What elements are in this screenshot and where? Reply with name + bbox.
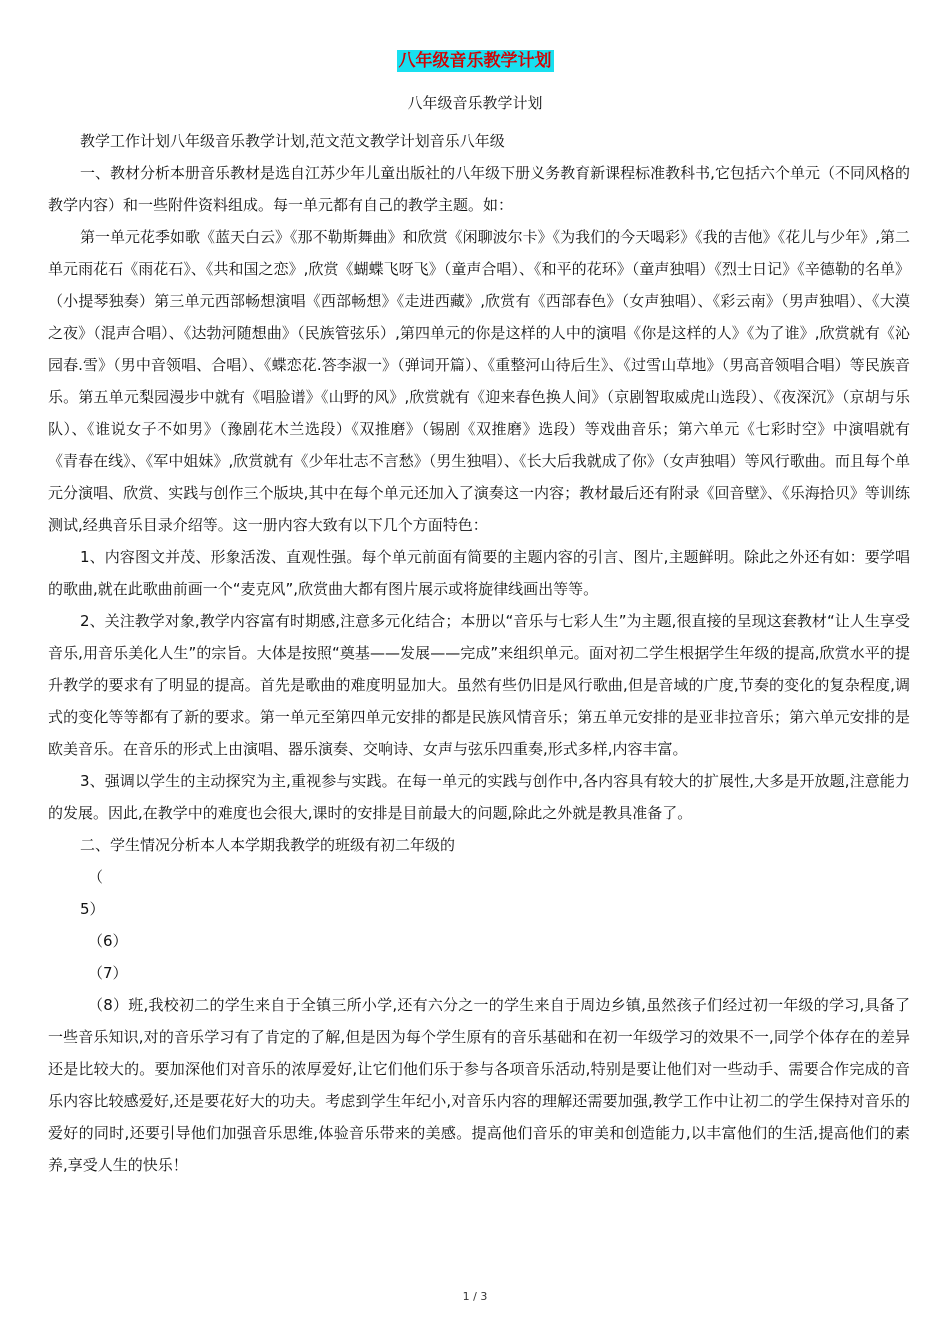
document-subtitle: 八年级音乐教学计划 bbox=[407, 94, 543, 112]
paragraph-feature-2: 2、关注教学对象,教学内容富有时期感,注意多元化结合；本册以“音乐与七彩人生”为主题,很直接的呈现这套教材“让人生享受音乐,用音乐美化人生”的宗旨。大体是按照“奠基——发展——完成”来组织单元。面对初二学生根据学生年级的提高,欣赏水平的提升教学的要求有了明显的提高。首先是歌曲的难度明显加大。虽然有些仍旧是风行歌曲,但是音域的广度,节奏的变化的复杂程度,调式的变化等等都有了新的要求。第一单元至第四单元安排的都是民族风情音乐；第五单元安排的是亚非拉音乐；第六单元安排的是欧美音乐。在音乐的形式上由演唱、器乐演奏、交响诗、女声与弦乐四重奏,形式多样,内容丰富。 bbox=[48, 612, 910, 758]
paragraph-class-6: （6） bbox=[88, 932, 128, 950]
paragraph-units: 第一单元花季如歌《蓝天白云》《那不勒斯舞曲》和欣赏《闲聊波尔卡》《为我们的今天喝彩》《我的吉他》《花儿与少年》,第二单元雨花石《雨花石》、《共和国之恋》,欣赏《蝴蝶飞呀飞》（童声合唱）、《和平的花环》（童声独唱）《烈士日记》《辛德勒的名单》（小提琴独奏）第三单元西部畅想演唱《西部畅想》《走进西藏》,欣赏有《西部春色》（女声独唱）、《彩云南》（男声独唱）、《大漠之夜》（混声合唱）、《达勃河随想曲》（民族管弦乐）,第四单元的你是这样的人中的演唱《你是这样的人》《为了谁》,欣赏就有《沁园春.雪》（男中音领唱、合唱）、《蝶恋花.答李淑一》（弹词开篇）、《重整河山待后生》、《过雪山草地》（男高音领唱合唱）等民族音乐。第五单元梨园漫步中就有《唱脸谱》《山野的风》,欣赏就有《迎来春色换人间》（京剧智取威虎山选段）、《夜深沉》（京胡与乐队）、《谁说女子不如男》（豫剧花木兰选段）《双推磨》（锡剧《双推磨》选段）等戏曲音乐；第六单元《七彩时空》中演唱就有《青春在线》、《军中姐妹》,欣赏就有《少年壮志不言愁》（男生独唱）、《长大后我就成了你》（女声独唱）等风行歌曲。而且每个单元分演唱、欣赏、实践与创作三个版块,其中在每个单元还加入了演奏这一内容；教材最后还有附录《回音壁》、《乐海拾贝》等训练测试,经典音乐目录介绍等。这一册内容大致有以下几个方面特色： bbox=[48, 228, 910, 534]
paragraph-feature-1: 1、内容图文并茂、形象活泼、直观性强。每个单元前面有简要的主题内容的引言、图片,主题鲜明。除此之外还有如：要学唱的歌曲,就在此歌曲前画一个“麦克风”,欣赏曲大都有图片展示或将旋律线画出等等。 bbox=[48, 548, 910, 598]
paragraph-textbook-analysis: 一、教材分析本册音乐教材是选自江苏少年儿童出版社的八年级下册义务教育新课程标准教科书,它包括六个单元（不同风格的教学内容）和一些附件资料组成。每一单元都有自己的教学主题。如： bbox=[48, 164, 910, 214]
paragraph-class-8: （8）班,我校初二的学生来自于全镇三所小学,还有六分之一的学生来自于周边乡镇,虽然孩子们经过初一年级的学习,具备了一些音乐知识,对的音乐学习有了肯定的了解,但是因为每个学生原有的音乐基础和在初一年级学习的效果不一,同学个体存在的差异还是比较大的。要加深他们对音乐的浓厚爱好,让它们他们乐于参与各项音乐活动,特别是要让他们对一些动手、需要合作完成的音乐内容比较感爱好,还是要花好大的功夫。考虑到学生年纪小,对音乐内容的理解还需要加强,教学工作中让初二的学生保持对音乐的爱好的同时,还要引导他们加强音乐思维,体验音乐带来的美感。提高他们音乐的审美和创造能力,以丰富他们的生活,提高他们的素养,享受人生的快乐！ bbox=[48, 996, 910, 1174]
document-body bbox=[48, 125, 910, 1181]
paragraph-student-analysis: 二、学生情况分析本人本学期我教学的班级有初二年级的 bbox=[80, 836, 456, 854]
paragraph-feature-3: 3、强调以学生的主动探究为主,重视参与实践。在每一单元的实践与创作中,各内容具有较大的扩展性,大多是开放题,注意能力的发展。因此,在教学中的难度也会很大,课时的安排是目前最大的问题,除此之外就是教具准备了。 bbox=[48, 772, 910, 822]
title-wrap bbox=[0, 50, 950, 72]
paragraph-class-open: （ bbox=[88, 868, 104, 886]
paragraph-class-5: 5） bbox=[80, 900, 105, 918]
page-indicator: 1 / 3 bbox=[462, 1290, 488, 1303]
paragraph-intro: 教学工作计划八年级音乐教学计划,范文范文教学计划音乐八年级 bbox=[80, 132, 505, 150]
document-title: 八年级音乐教学计划 bbox=[398, 51, 552, 71]
paragraph-class-7: （7） bbox=[88, 964, 128, 982]
